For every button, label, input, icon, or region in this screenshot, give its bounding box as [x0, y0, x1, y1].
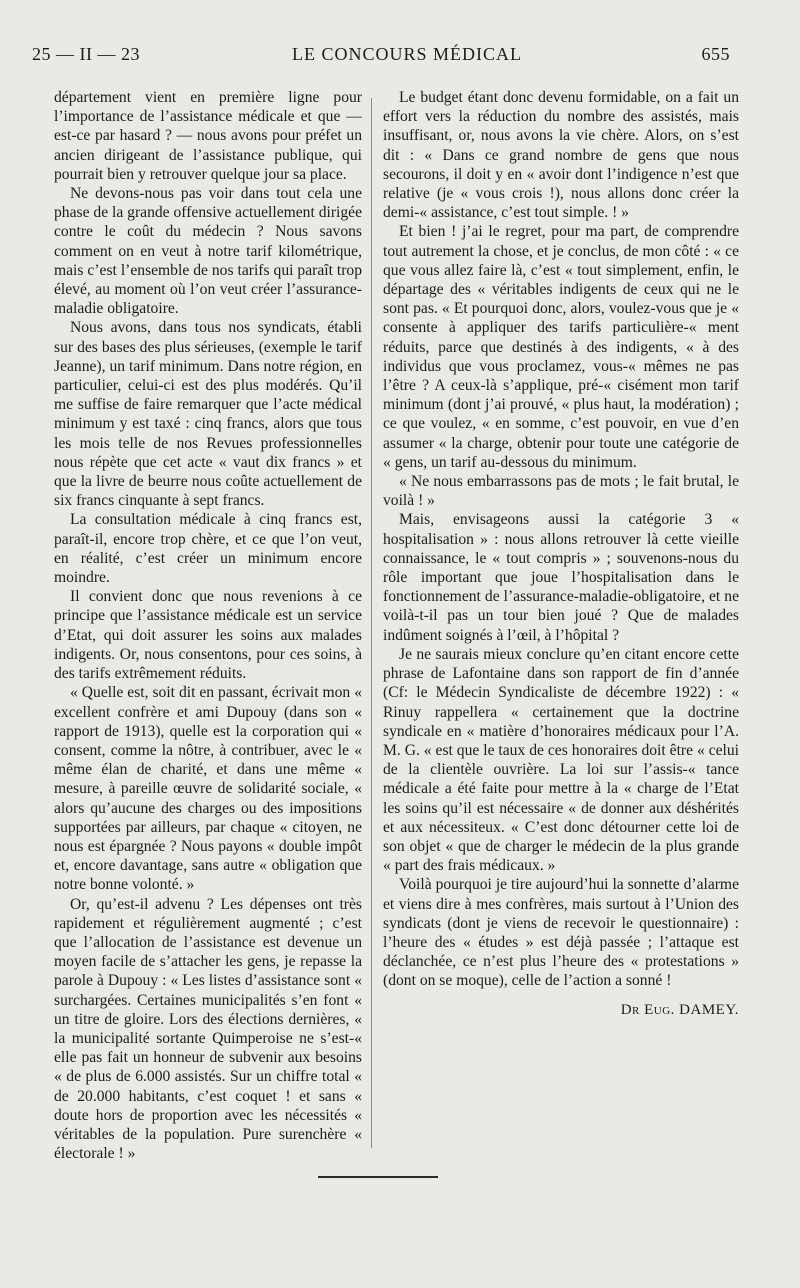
- paragraph: Nous avons, dans tous nos syndicats, établi sur des bases des plus sérieuses, (exemple le tarif Jeanne), un tarif minimum. Dans notre région, en particulier, celui-ci est des plus modérés. Qu’il me suffise de faire remarquer que l’acte médical minimum y est taxé : cinq francs, alors que tous les mois telle de nos Revues professionnelles nous répète que cet acte « vaut dix francs » et que la livre de beurre nous coûte actuellement de six francs cinquante à sept francs.: [54, 319, 362, 510]
- paragraph: département vient en première ligne pour l’importance de l’assistance médicale et que — est-ce par hasard ? — nous avons pour préfet un ancien dirigeant de l’assistance publique, qui pourrait bien y retrouver quelque jour sa place.: [54, 89, 362, 183]
- paragraph: Voilà pourquoi je tire aujourd’hui la sonnette d’alarme et viens dire à mes confrères, mais surtout à l’Union des syndicats (dont je viens de recevoir le questionnaire) : l’heure des « études » est déjà passée ; l’attaque est déclanchée, ce n’est plus l’heure des « protestations » (dont on se moque), celle de l’action a sonné !: [383, 876, 739, 990]
- paragraph: Le budget étant donc devenu formidable, on a fait un effort vers la réduction du nombre des assistés, mais insuffisant, or, nous avons la vie chère. Alors, on s’est dit : « Dans ce grand nombre de gens que nous secourons, il doit y en « avoir dont l’indigence n’est que relative (je « vous crois !), nous allons donc créer la demi-« assistance, c’est tout simple. ! »: [383, 89, 739, 222]
- left-column: [54, 88, 362, 1163]
- paragraph: Et bien ! j’ai le regret, pour ma part, de comprendre tout autrement la chose, et je conclus, de mon côté : « ce que vous allez faire là, c’est « tout simplement, enfin, le départage des « véritables indigents de ceux qui ne le sont pas. « Et pourquoi donc, alors, voulez-vous que je « consente à appliquer des tarifs particulière-« ment réduits, parce que destinés à des indigents, « à des individus que vous proclamez, vous-« mêmes ne pas l’être ? A ceux-là s’applique, pré-« cisément mon tarif minimum (dont j’ai prouvé, « plus haut, la modération) ; ce que voulez, « en somme, c’est pouvoir, en vue d’en assumer « la charge, obtenir pour toute une catégorie de « gens, un tarif au-dessous du minimum.: [383, 223, 739, 471]
- paragraph: Il convient donc que nous revenions à ce principe que l’assistance médicale est un service d’Etat, qui doit assurer les soins aux malades indigents. Or, nous consentons, pour ces soins, à des tarifs extrêmement réduits.: [54, 588, 362, 683]
- paragraph: Je ne saurais mieux conclure qu’en citant encore cette phrase de Lafontaine dans son rapport de fin d’année (Cf: le Médecin Syndicaliste de décembre 1922) : « Rinuy rappellera « certainement que la doctrine syndicale en « matière d’honoraires médicaux pour l’A. M. G. « est que le taux de ces honoraires doit être « celui de la clientèle ouvrière. La loi sur l’assis-« tance médicale a été faite pour mettre à la « charge de l’Etat les soins qu’il est nécessaire « de donner aux déshérités et aux nécessiteux. « C’est donc détourner cette loi de son objet « que de charger le médecin de la plus grande « part des frais médicaux. »: [383, 645, 739, 875]
- quotation-paragraph: « Quelle est, soit dit en passant, écrivait mon « excellent confrère et ami Dupouy (dans son « rapport de 1913), quelle est la corporation qui « consent, comme la nôtre, à contribuer, avec le « même élan de charité, et dans une même « mesure, à pareille œuvre de solidarité sociale, « alors qu’aucune des charges ou des impositions supportées par ailleurs, par chaque « citoyen, ne nous est épargnée ? Nous payons « double impôt et, encore davantage, sans autre « obligation que notre bonne volonté. »: [54, 684, 362, 894]
- issue-date: 25 — II — 23: [32, 44, 140, 64]
- page-number: 655: [701, 44, 730, 64]
- paragraph: La consultation médicale à cinq francs est, paraît-il, encore trop chère, et ce que l’on veut, en réalité, c’est créer un minimum encore moindre.: [54, 511, 362, 587]
- end-rule: [318, 1176, 438, 1178]
- journal-title: LE CONCOURS MÉDICAL: [292, 44, 523, 64]
- paragraph: Or, qu’est-il advenu ? Les dépenses ont très rapidement et régulièrement augmenté ; c’est que l’allocation de l’assistance est devenue un moyen facile de s’attacher les gens, je repasse la parole à Dupouy : « Les listes d’assistance sont « surchargées. Certaines municipalités s’en font « un titre de gloire. Lors des élections dernières, « la municipalité sortante Quimperoise ne s’est-« elle pas fait un honneur de subvenir aux besoins « de plus de 6.000 assistés. Sur un chiffre total « de 20.000 habitants, c’est coquet ! et sans « doute hors de proportion avec les nécessités « véritables de la population. Pure surenchère « électorale ! »: [54, 895, 362, 1163]
- paragraph: « Ne nous embarrassons pas de mots ; le fait brutal, le voilà ! »: [383, 473, 739, 510]
- paragraph: Ne devons-nous pas voir dans tout cela une phase de la grande offensive actuellement dirigée contre le coût du médecin ? Nous savons comment on en veut à notre tarif kilométrique, mais c’est l’ensemble de nos tarifs qui paraît trop élevé, au moment où l’on veut créer l’assurance-maladie obligatoire.: [54, 185, 362, 318]
- running-header: [32, 44, 730, 70]
- author-signature: Dr Eug. DAMEY.: [620, 1001, 739, 1018]
- paragraph: Mais, envisageons aussi la catégorie 3 « hospitalisation » : nous allons retrouver là cette vieille connaissance, le « tout compris » ; souvenons-nous du rôle important que joue l’hospitalisation dans le fonctionnement de l’assurance-maladie-obligatoire, et ne voilà-t-il pas un tour bien joué ? Que de malades indûment soignés à l’œil, à l’hôpital ?: [383, 511, 739, 644]
- column-divider: [371, 98, 372, 1148]
- right-column: [383, 88, 739, 1020]
